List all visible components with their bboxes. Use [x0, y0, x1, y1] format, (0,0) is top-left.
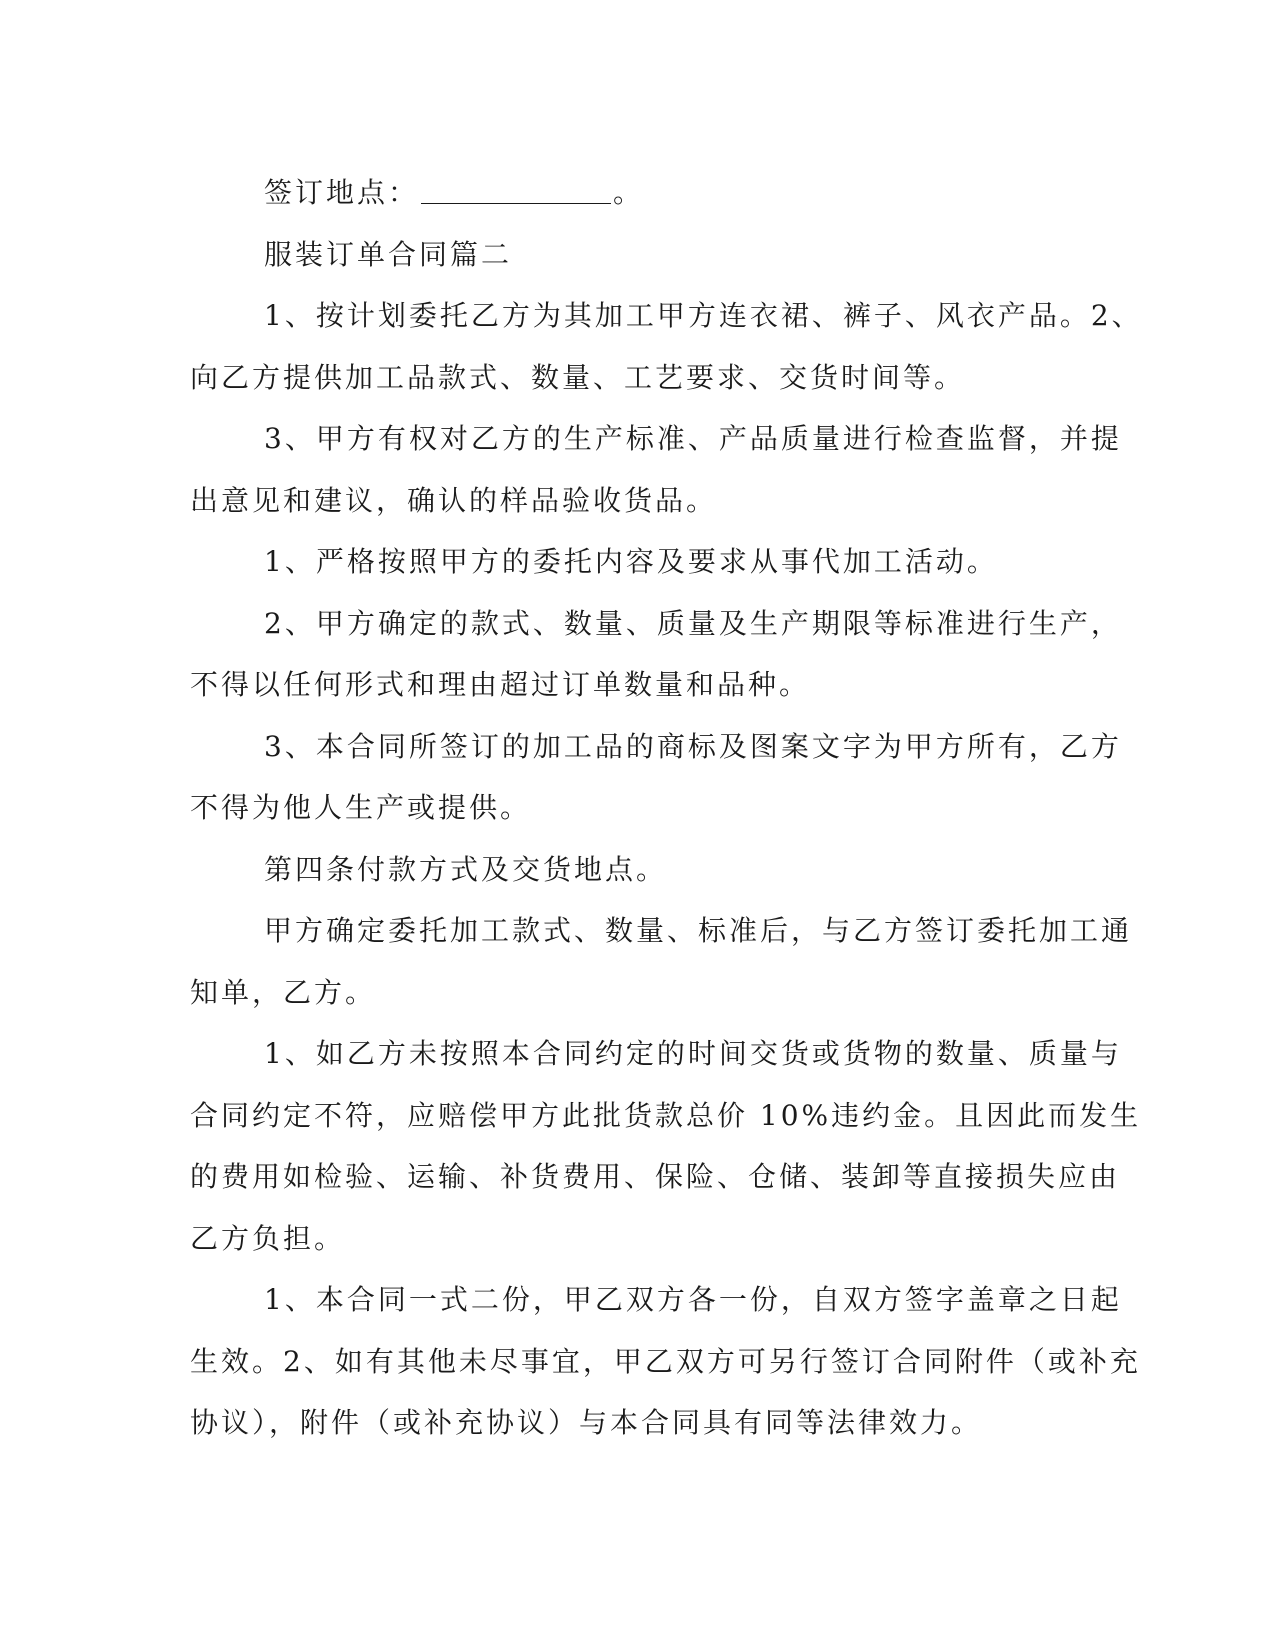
paragraph-line: 向乙方提供加工品款式、数量、工艺要求、交货时间等。: [190, 360, 966, 394]
sign-place-line: [190, 162, 1070, 224]
paragraph-line: 合同约定不符，应赔偿甲方此批货款总价 10%违约金。且因此而发生: [190, 1098, 1142, 1132]
paragraph-line: 乙方负担。: [190, 1221, 346, 1255]
paragraph-line: 3、甲方有权对乙方的生产标准、产品质量进行检查监督，并提: [264, 422, 1122, 455]
document-body: [190, 162, 1143, 1454]
paragraph-line: 不得以任何形式和理由超过订单数量和品种。: [190, 668, 811, 701]
paragraph-line: 3、本合同所签订的加工品的商标及图案文字为甲方所有，乙方: [264, 729, 1122, 763]
paragraph-9: [190, 1269, 1141, 1454]
sign-place-label: 签订地点：: [264, 176, 420, 209]
paragraph-line: 生效。2、如有其他未尽事宜，甲乙双方可另行签订合同附件（或补充: [190, 1344, 1141, 1378]
paragraph-line: 协议），附件（或补充协议）与本合同具有同等法律效力。: [190, 1406, 983, 1439]
paragraph-line: 知单，乙方。: [190, 975, 377, 1009]
paragraph-3: [190, 531, 1070, 593]
paragraph-8: [190, 1023, 1142, 1269]
paragraph-line: 出意见和建议，确认的样品验收货品。: [190, 483, 718, 517]
paragraph-line: 的费用如检验、运输、补货费用、保险、仓储、装卸等直接损失应由: [190, 1160, 1121, 1193]
paragraph-line: 1、如乙方未按照本合同约定的时间交货或货物的数量、质量与: [264, 1037, 1122, 1070]
section-title: 服装订单合同篇二: [264, 237, 513, 271]
paragraph-line: 甲方确定委托加工款式、数量、标准后，与乙方签订委托加工通: [264, 914, 1133, 947]
sign-place-suffix: 。: [613, 176, 645, 209]
paragraph-1: [190, 285, 1143, 408]
sign-place-blank: [421, 173, 611, 204]
paragraph-line: 第四条付款方式及交货地点。: [264, 852, 668, 886]
paragraph-4: [190, 593, 1122, 716]
paragraph-line: 1、按计划委托乙方为其加工甲方连衣裙、裤子、风衣产品。2、: [264, 299, 1143, 332]
paragraph-7: [190, 900, 1133, 1023]
paragraph-2: [190, 408, 1122, 531]
paragraph-6: [190, 839, 1070, 901]
paragraph-5: [190, 716, 1122, 839]
paragraph-line: 1、本合同一式二份，甲乙双方各一份，自双方签字盖章之日起: [264, 1283, 1122, 1316]
paragraph-line: 2、甲方确定的款式、数量、质量及生产期限等标准进行生产，: [264, 606, 1122, 640]
paragraph-line: 不得为他人生产或提供。: [190, 791, 532, 824]
paragraph-line: 1、严格按照甲方的委托内容及要求从事代加工活动。: [264, 545, 998, 578]
